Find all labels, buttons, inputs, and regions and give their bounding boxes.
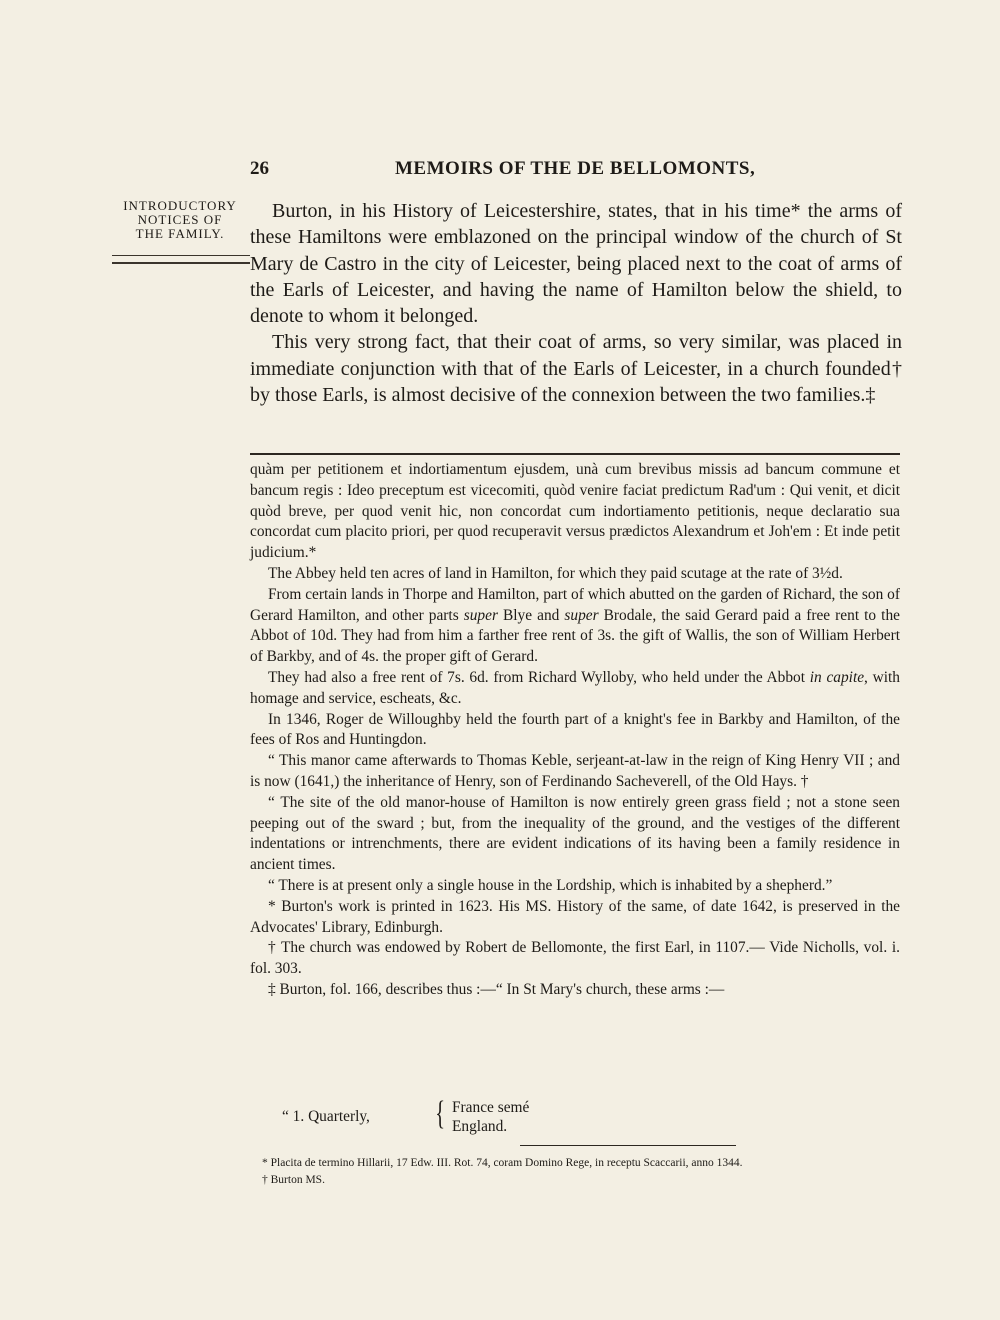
main-text <box>250 198 902 408</box>
note-paragraph: “ This manor came afterwards to Thomas Keble, serjeant-at-law in the reign of King Henry VII ; and is now (1641,) the inheritance of Henry, son of Ferdinando Sacheverell, of the Old Hays. † <box>250 752 900 790</box>
note-italic: super <box>564 606 599 624</box>
note-paragraph: In 1346, Roger de Willoughby held the fourth part of a knight's fee in Barkby and Hamilton, of the fees of Ros and Huntingdon. <box>250 710 900 749</box>
note-paragraph: quàm per petitionem et indortiamentum ejusdem, unà cum brevibus missis ad bancum commune et bancum regis : Ideo preceptum est vicecomiti, quòd venire faciat predictum Rad'um : Qui venit, et dicit quòd breve, per quod venit hic, non concordat cum indortiamento petitionis, neque declaratio sua concordat cum placito priori, per quod recuperavit versus prædictos Alexandrum et Joh'em : Et inde petit judicium.* <box>250 461 900 562</box>
notes-section <box>250 460 900 1001</box>
margin-rule <box>112 255 250 264</box>
note-paragraph: ‡ Burton, fol. 166, describes thus :—“ In St Mary's church, these arms :— <box>268 980 725 998</box>
footnote: † Burton MS. <box>262 1174 325 1186</box>
footnotes <box>262 1155 902 1189</box>
note-text: Brodale, the said Gerard paid a free rent to the Abbot of 10d. They had from him a farther free rent of 3s. the gift of Wallis, the son of William Herbert of Barkby, and of 4s. the proper gift of Gerard. <box>250 606 900 666</box>
margin-note-line: INTRODUCTORY <box>123 198 237 213</box>
main-paragraph: This very strong fact, that their coat of arms, so very similar, was placed in immediate conjunction with that of the Earls of Leicester, in a church founded† by those Earls, is almost decisive of the connexion between the two families.‡ <box>250 331 902 407</box>
arms-blazon <box>282 1095 602 1138</box>
note-text: Blye and <box>497 606 565 624</box>
note-paragraph: “ There is at present only a single house in the Lordship, which is inhabited by a shepherd.” <box>268 876 833 894</box>
note-paragraph <box>250 585 900 668</box>
blazon-item: England. <box>452 1118 508 1135</box>
footnote: * Placita de termino Hillarii, 17 Edw. III. Rot. 74, coram Domino Rege, in receptu Scaccarii, anno 1344. <box>262 1157 743 1169</box>
note-text: , with homage and service, escheats, &c. <box>250 668 900 707</box>
note-paragraph: * Burton's work is printed in 1623. His MS. History of the same, of date 1642, is preserved in the Advocates' Library, Edinburgh. <box>250 897 900 936</box>
blazon-item: France semé <box>452 1099 530 1116</box>
note-paragraph: † The church was endowed by Robert de Bellomonte, the first Earl, in 1107.— Vide Nicholls, vol. i. fol. 303. <box>250 939 900 978</box>
margin-note <box>112 199 248 241</box>
main-paragraph: Burton, in his History of Leicestershire, states, that in his time* the arms of these Hamiltons were emblazoned on the principal window of the church of St Mary de Castro in the city of Leicester, being placed next to the coat of arms of the Earls of Leicester, and having the name of Hamilton below the shield, to denote to whom it belonged. <box>250 200 902 328</box>
footnote-rule <box>520 1145 736 1146</box>
note-text: From certain lands in Thorpe and Hamilton, part of which abutted on the garden of Richard, the son of Gerard Hamilton, and other parts <box>250 585 900 624</box>
note-italic: super <box>463 606 498 624</box>
page-header <box>250 158 900 186</box>
page-number: 26 <box>250 158 269 179</box>
section-rule <box>250 453 900 455</box>
note-paragraph: “ The site of the old manor-house of Hamilton is now entirely green grass field ; not a stone seen peeping out of the sward ; but, from the inequality of the ground, and the vestiges of the different indentations or intrenchments, there are evident indications of its having been a family residence in ancient times. <box>250 793 900 874</box>
note-text: They had also a free rent of 7s. 6d. from Richard Wylloby, who held under the Abbot <box>268 668 810 686</box>
note-paragraph <box>250 668 900 710</box>
margin-note-line: THE FAMILY. <box>135 226 225 241</box>
note-paragraph: The Abbey held ten acres of land in Hamilton, for which they paid scutage at the rate of 3½d. <box>268 564 843 582</box>
running-title: MEMOIRS OF THE DE BELLOMONTS, <box>395 158 756 179</box>
margin-note-line: NOTICES OF <box>137 212 223 227</box>
blazon-items <box>452 1098 529 1136</box>
note-italic: in capite <box>809 668 865 686</box>
brace-glyph: { <box>435 1095 446 1132</box>
blazon-lead: “ 1. Quarterly, <box>282 1108 370 1125</box>
